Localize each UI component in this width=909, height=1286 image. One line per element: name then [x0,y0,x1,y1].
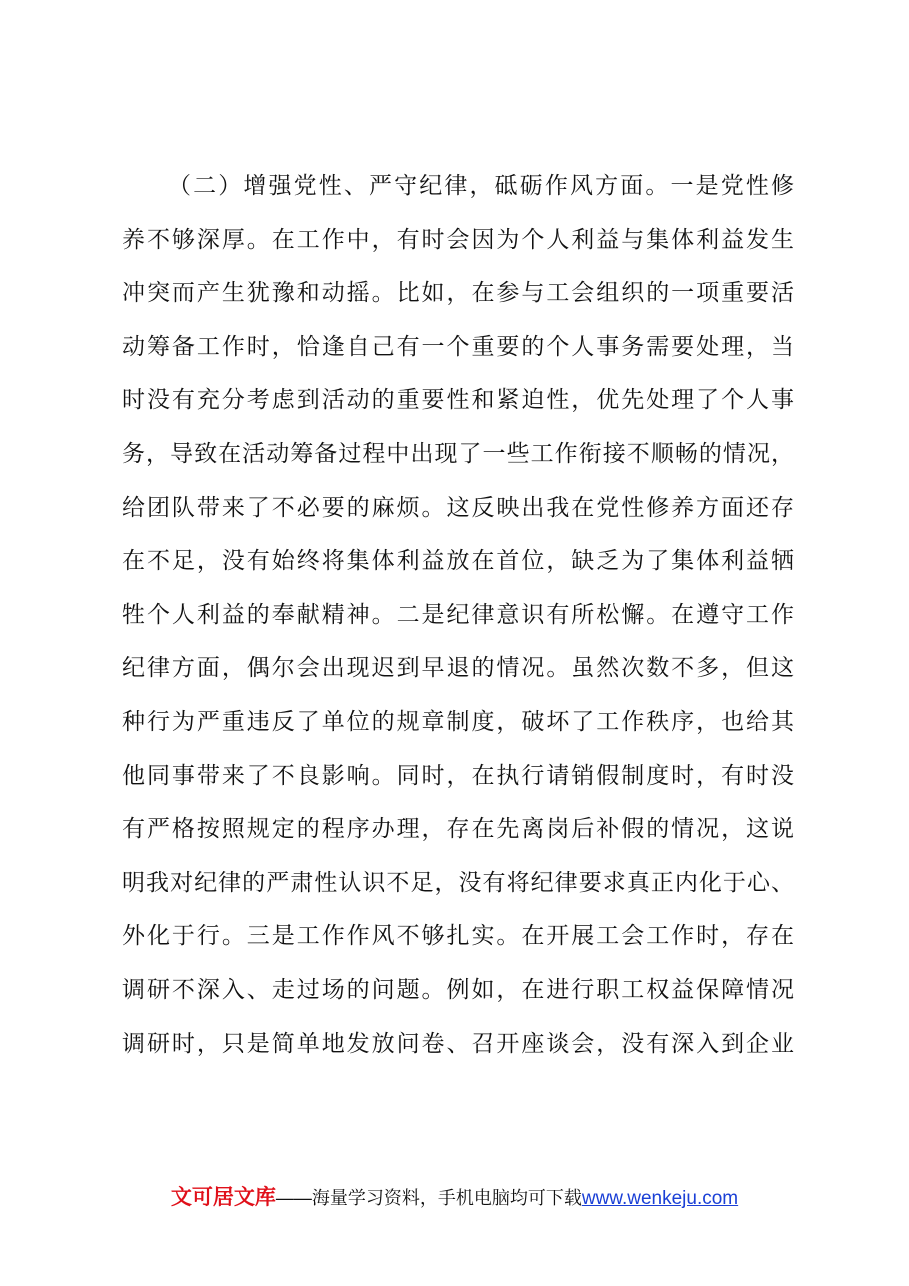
paragraph-line: 明我对纪律的严肃性认识不足，没有将纪律要求真正内化于心、 [122,869,794,896]
brand-name: 文可居文库 [170,1186,276,1209]
paragraph-line: 养不够深厚。在工作中，有时会因为个人利益与集体利益发生 [122,226,794,253]
paragraph-line: 冲突而产生犹豫和动摇。比如，在参与工会组织的一项重要活 [122,280,794,307]
paragraph-line: 纪律方面，偶尔会出现迟到早退的情况。虽然次数不多，但这 [122,655,794,682]
paragraph-line: 有严格按照规定的程序办理，存在先离岗后补假的情况，这说 [122,816,794,843]
paragraph-line: 在不足，没有始终将集体利益放在首位，缺乏为了集体利益牺 [122,548,794,575]
paragraph-line: 调研时，只是简单地发放问卷、召开座谈会，没有深入到企业 [122,1030,794,1057]
footer-banner [0,1181,909,1211]
paragraph-line: 调研不深入、走过场的问题。例如，在进行职工权益保障情况 [122,976,794,1003]
paragraph-line: 外化于行。三是工作作风不够扎实。在开展工会工作时，存在 [122,923,794,950]
paragraph-line: 牲个人利益的奉献精神。二是纪律意识有所松懈。在遵守工作 [122,601,794,628]
document-body [122,160,794,1071]
paragraph-line: （二）增强党性、严守纪律，砥砺作风方面。一是党性修 [168,173,794,199]
paragraph-line: 给团队带来了不必要的麻烦。这反映出我在党性修养方面还存 [122,494,794,521]
paragraph-line: 务，导致在活动筹备过程中出现了一些工作衔接不顺畅的情况， [122,440,794,467]
paragraph-line: 种行为严重违反了单位的规章制度，破坏了工作秩序，也给其 [122,708,794,735]
website-link[interactable]: www.wenkeju.com [581,1188,739,1209]
footer-tagline: ——海量学习资料，手机电脑均可下载 [275,1188,582,1208]
paragraph-line: 时没有充分考虑到活动的重要性和紧迫性，优先处理了个人事 [122,387,794,414]
paragraph-line: 他同事带来了不良影响。同时，在执行请销假制度时，有时没 [122,762,794,789]
paragraph-line: 动筹备工作时，恰逢自己有一个重要的个人事务需要处理，当 [122,333,794,360]
